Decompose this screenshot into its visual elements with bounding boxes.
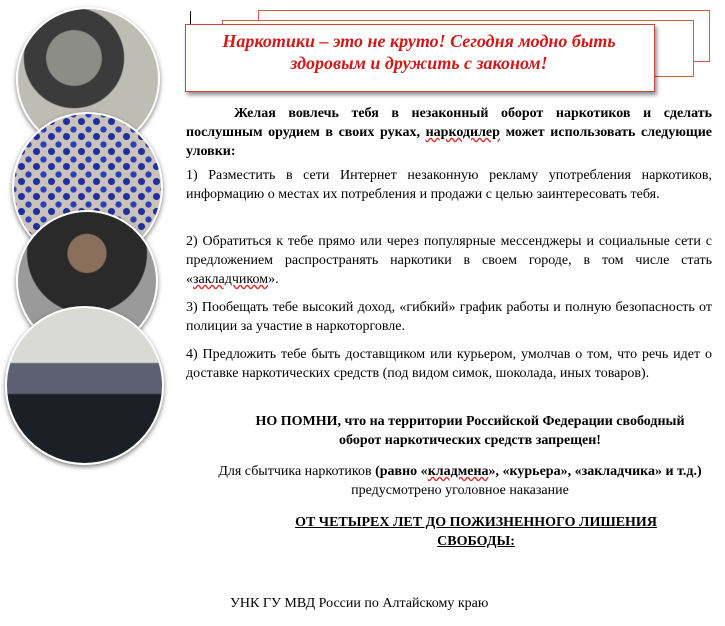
punishment-paragraph: Для сбытчика наркотиков (равно «кладмена», «курьера», «закладчика» и т.д.) предусмотрено уголовное наказание [218, 464, 702, 498]
footer-signature: УНК ГУ МВД России по Алтайскому краю [230, 596, 489, 611]
warning-paragraph: НО ПОМНИ, что на территории Российской Федерации свободный оборот наркотических средств запрещен! [255, 414, 685, 448]
list-item: 4) Предложить тебе быть доставщиком или курьером, умолчав о том, что речь идет о доставке наркотических средств (под видом симок, шоколада, иных товаров). [186, 347, 712, 381]
list-item: 1) Разместить в сети Интернет незаконную рекламу употребления наркотиков, информацию о местах их потребления и продажи с целью заинтересовать тебя. [186, 168, 712, 202]
text-cursor [190, 11, 191, 25]
list-item: 2) Обратиться к тебе прямо или через популярные мессенджеры и социальные сети с предложением распространять наркотики в своем городе, в том числе стать «закладчиком». [186, 234, 712, 287]
list-item: 3) Пообещать тебе высокий доход, «гибкий» график работы и полную безопасность от полиции за участие в наркоторговле. [186, 300, 712, 334]
banner-line-2: здоровым и дружить с законом! [290, 53, 548, 73]
dealer-word: наркодилер [425, 125, 500, 140]
sentence-heading: ОТ ЧЕТЫРЕХ ЛЕТ ДО ПОЖИЗНЕННОГО ЛИШЕНИЯ СВОБОДЫ: [295, 515, 657, 549]
banner-line-1: Наркотики – это не круто! Сегодня модно быть [222, 31, 616, 51]
police-detention-photo [5, 306, 164, 465]
intro-paragraph: Желая вовлечь тебя в незаконный оборот наркотиков и сделать послушным орудием в своих руках, наркодилер может использовать следующие уловки: [186, 106, 712, 159]
banner-slogan [190, 30, 648, 74]
